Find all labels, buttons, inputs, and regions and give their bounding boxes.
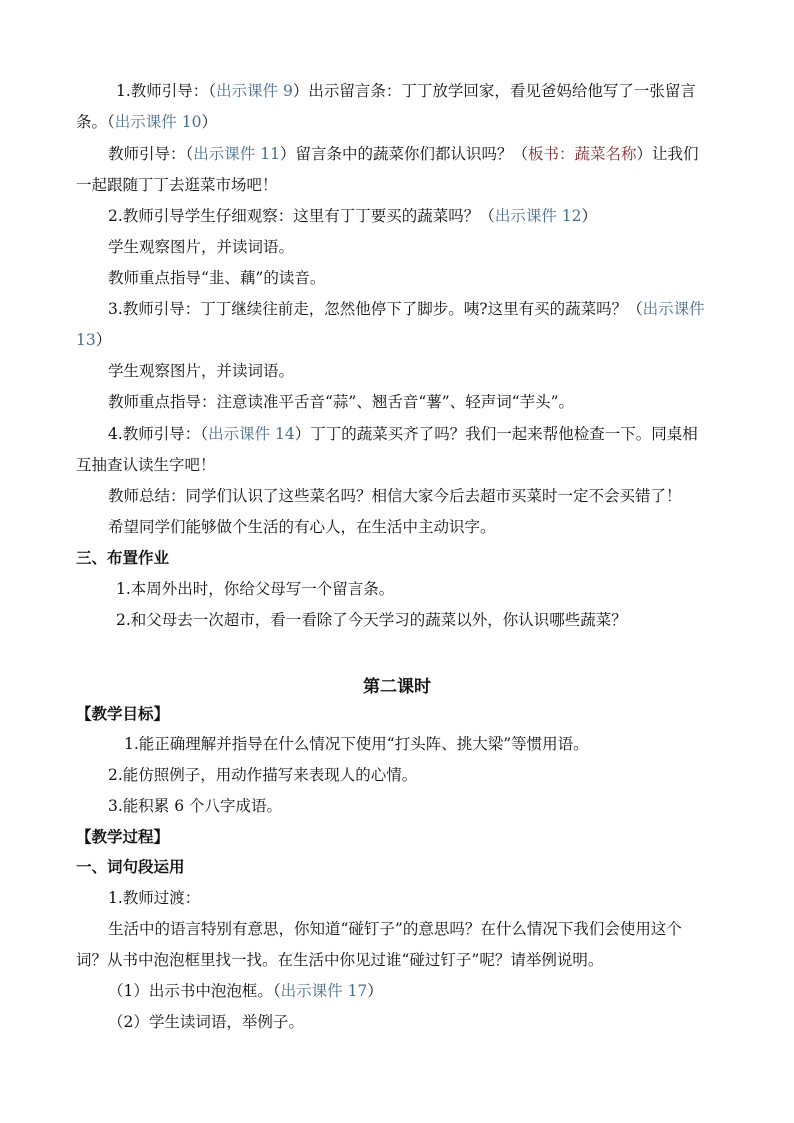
section-heading-homework: 三、布置作业 [76,548,170,567]
board-note: 板书：蔬菜名称 [527,145,637,163]
paragraph-teacher-guide-3-cont: 13） [76,331,112,349]
paragraph-hope: 希望同学们能够做个生活的有心人，在生活中主动识字。 [108,518,496,536]
paragraph-teacher-summary: 教师总结：同学们认识了这些菜名吗？相信大家今后去超市买菜时一定不会买错了！ [108,487,682,505]
courseware-link: 出示课件 9 [216,82,293,100]
step-item-1: （1）出示书中泡泡框。（出示课件 17） [108,982,383,1000]
paragraph-pronunciation-1: 教师重点指导“韭、藕”的读音。 [108,269,326,287]
paragraph-teacher-guide-1: 1.教师引导：（出示课件 9）出示留言条：丁丁放学回家，看见爸妈给他写了一张留言 [116,82,696,100]
step-item-2: （2）学生读词语，举例子。 [108,1013,304,1031]
paragraph-teacher-guide-2: 教师引导：（出示课件 11）留言条中的蔬菜你们都认识吗？（板书：蔬菜名称）让我们 [108,145,699,163]
paragraph-transition: 1.教师过渡： [108,889,201,907]
courseware-link: 出示课件 10 [114,113,202,131]
section-heading-process: 【教学过程】 [76,827,170,846]
courseware-link: 出示课件 17 [280,982,368,1000]
courseware-link: 出示课件 12 [494,207,582,225]
section-heading-word-usage: 一、词句段运用 [76,857,185,876]
courseware-link: 13 [76,331,96,349]
paragraph-teacher-guide-3: 3.教师引导：丁丁继续往前走，忽然他停下了脚步。咦?这里有买的蔬菜吗？（出示课件 [108,300,705,318]
paragraph-teacher-guide-2-cont: 一起跟随丁丁去逛菜市场吧！ [76,176,278,194]
homework-item-2: 2.和父母去一次超市，看一看除了今天学习的蔬菜以外，你认识哪些蔬菜？ [116,611,627,629]
goal-item-1: 1.能正确理解并指导在什么情况下使用“打头阵、挑大梁”等惯用语。 [124,735,589,753]
section-heading-goals: 【教学目标】 [76,704,170,723]
paragraph-pengdingzi: 生活中的语言特别有意思，你知道“碰钉子”的意思吗？在什么情况下我们会使用这个 [108,920,682,938]
paragraph-students-read-1: 学生观察图片，并读词语。 [108,238,295,256]
paragraph-teacher-guide-4: 4.教师引导：（出示课件 14）丁丁的蔬菜买齐了吗？我们一起来帮他检查一下。同桌相 [108,425,698,443]
goal-item-2: 2.能仿照例子，用动作描写来表现人的心情。 [108,766,418,784]
courseware-link: 出示课件 14 [208,425,295,443]
page-title: 第二课时 [363,677,431,697]
paragraph-teacher-guide-1-cont: 条。（出示课件 10） [76,113,217,131]
paragraph-teacher-guide-4-cont: 互抽查认读生字吧！ [76,456,216,474]
paragraph-pronunciation-2: 教师重点指导：注意读准平舌音“蒜”、翘舌音“薯”、轻声词“芋头”。 [108,393,575,411]
paragraph-pengdingzi-cont: 词？从书中泡泡框里找一找。在生活中你见过谁“碰过钉子”呢？请举例说明。 [76,951,604,969]
courseware-link: 出示课件 [642,300,705,318]
paragraph-students-read-2: 学生观察图片，并读词语。 [108,362,295,380]
homework-item-1: 1.本周外出时，你给父母写一个留言条。 [116,580,395,598]
courseware-link: 出示课件 11 [193,145,280,163]
paragraph-observe: 2.教师引导学生仔细观察：这里有丁丁要买的蔬菜吗？（出示课件 12） [108,207,597,225]
goal-item-3: 3.能积累 6 个八字成语。 [108,797,283,815]
